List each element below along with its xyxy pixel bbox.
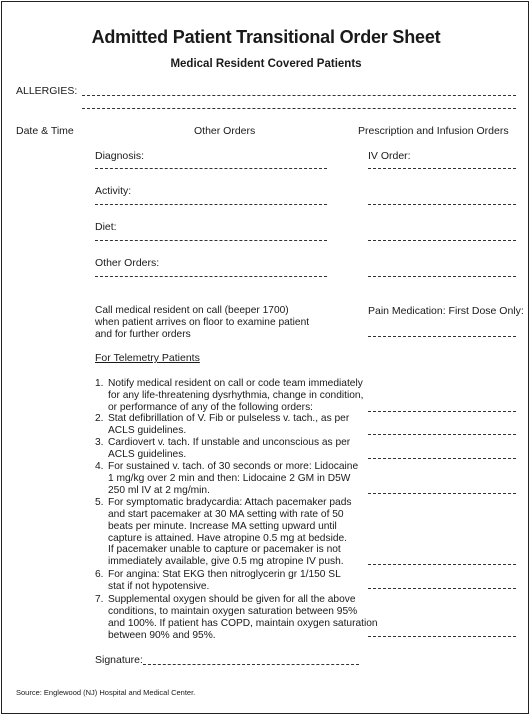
telemetry-item-text: ACLS guidelines. [108,448,187,460]
telemetry-item-number: 2. [95,413,104,424]
telemetry-item-text: For angina: Stat EKG then nitroglycerin gr 1/150 SL [108,569,341,580]
diet-line[interactable] [95,240,327,241]
telemetry-item-text: 250 ml IV at 2 mg/min. [108,484,210,496]
diagnosis-line[interactable] [95,168,327,169]
telemetry-order-line[interactable] [368,411,516,412]
pain-medication-label: Pain Medication: First Dose Only: [368,305,524,317]
telemetry-item-text: 1 mg/kg over 2 min and then: Lidocaine 2 GM in D5W [108,472,351,484]
allergies-line-1[interactable] [82,95,516,96]
telemetry-item-text: Stat defibrillation of V. Fib or pulseless v. tach., as per [108,413,350,424]
iv-order-line-2[interactable] [368,204,516,205]
column-date-time: Date & Time [16,125,74,137]
signature-label: Signature: [95,654,143,666]
activity-line[interactable] [95,204,327,205]
telemetry-item-text: If pacemaker unable to capture or pacemaker is not [108,544,341,556]
call-resident-line: when patient arrives on floor to examine patient [95,316,310,328]
iv-order-line-4[interactable] [368,276,516,277]
telemetry-item-number: 6. [95,569,104,580]
iv-order-label: IV Order: [368,150,411,162]
telemetry-item-text: capture is attained. Have atropine 0.5 mg at bedside. [108,532,347,544]
telemetry-order-line[interactable] [368,636,516,637]
other-orders-line[interactable] [95,276,327,277]
telemetry-item-text: ACLS guidelines. [108,424,187,436]
telemetry-item-text: for any life-threatening dysrhythmia, change in condition, [108,389,364,401]
telemetry-item-number: 5. [95,497,104,508]
source-note: Source: Englewood (NJ) Hospital and Medical Center. [16,688,196,697]
telemetry-order-line[interactable] [368,434,516,435]
telemetry-item-text: stat if not hypotensive. [108,580,210,592]
column-other-orders: Other Orders [194,125,256,137]
telemetry-item-number: 7. [95,594,104,605]
diagnosis-label: Diagnosis: [95,150,145,162]
call-resident-text [95,305,309,340]
telemetry-item-text: conditions, to maintain oxygen saturation between 95% [108,605,358,617]
telemetry-order-line[interactable] [368,564,516,565]
iv-order-line-3[interactable] [368,240,516,241]
telemetry-item-text: and 100%. If patient has COPD, maintain oxygen saturation [108,617,378,629]
telemetry-item-text: Supplemental oxygen should be given for all the above [108,594,356,605]
telemetry-order-line[interactable] [368,493,516,494]
form-title: Admitted Patient Transitional Order Sheet [91,27,441,47]
telemetry-item-text: For sustained v. tach. of 30 seconds or more: Lidocaine [108,461,359,472]
telemetry-item-text: Notify medical resident on call or code team immediately [108,378,363,389]
telemetry-heading: For Telemetry Patients [95,352,200,364]
allergies-line-2[interactable] [82,108,516,109]
column-prescription: Prescription and Infusion Orders [358,125,509,137]
pain-medication-line[interactable] [368,336,516,337]
iv-order-line-1[interactable] [368,168,516,169]
telemetry-item-text: immediately available, give 0.5 mg atropine IV push. [108,556,344,568]
telemetry-item-text: and start pacemaker at 30 MA setting with rate of 50 [108,508,344,520]
telemetry-item-number: 1. [95,378,104,389]
telemetry-item-text: beats per minute. Increase MA setting upward until [108,520,337,532]
telemetry-item-number: 3. [95,437,104,448]
telemetry-order-line[interactable] [368,458,516,459]
form-subtitle: Medical Resident Covered Patients [170,58,362,70]
allergies-label: ALLERGIES: [16,85,78,97]
call-resident-line: and for further orders [95,328,191,340]
telemetry-item-text: For symptomatic bradycardia: Attach pacemaker pads [108,497,352,508]
signature-line[interactable] [143,664,359,665]
telemetry-item-text: or performance of any of the following orders: [108,401,313,413]
telemetry-item-text: Cardiovert v. tach. If unstable and unconscious as per [108,437,351,448]
call-resident-line: Call medical resident on call (beeper 1700) [95,305,289,316]
telemetry-item-number: 4. [95,461,104,472]
telemetry-order-line[interactable] [368,588,516,589]
diet-label: Diet: [95,221,117,233]
telemetry-item-text: between 90% and 95%. [108,629,216,641]
activity-label: Activity: [95,185,132,197]
other-orders-label: Other Orders: [95,257,160,269]
